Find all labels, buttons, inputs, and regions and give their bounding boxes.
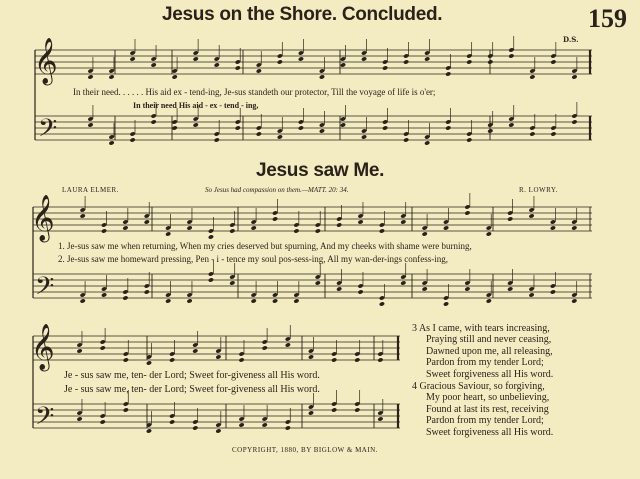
stanza-3-line: Dawned upon me, all releasing, bbox=[426, 345, 553, 357]
hymn1-staff-1-note bbox=[298, 125, 304, 130]
stanza-3-line: Sweet forgiveness all His word. bbox=[426, 368, 554, 380]
hymn1-staff-1-note bbox=[151, 119, 157, 124]
hymn1-staff-0-note bbox=[508, 53, 514, 58]
hymn2-staff-0-note bbox=[336, 222, 342, 227]
hymn1-staff-0-note bbox=[466, 59, 472, 64]
stanza-4-line: Pardon from my tender Lord; bbox=[426, 415, 544, 427]
hymn2b-staff-1-note bbox=[262, 422, 268, 427]
hymn2-refrain2: Je - sus saw me, ten- der Lord; Sweet for-giveness all His word. bbox=[64, 384, 320, 395]
hymn2-staff-1-note bbox=[165, 298, 171, 303]
hymn1-staff-1-note bbox=[571, 119, 577, 124]
hymn2b-staff-0-note bbox=[308, 354, 314, 359]
hymn2b-staff-0-note bbox=[169, 357, 175, 362]
hymn1-staff-0-note bbox=[130, 56, 136, 61]
hymn2b-staff-0-note bbox=[76, 348, 82, 353]
hymn2b-staff-1-note bbox=[354, 407, 360, 412]
hymn1-staff-0-note bbox=[445, 71, 451, 76]
hymn1-staff-0-note bbox=[319, 74, 325, 79]
ds-mark: D.S. bbox=[563, 35, 579, 44]
hymn2-staff-0-note bbox=[422, 231, 428, 236]
hymn2b-staff-1-note bbox=[308, 410, 314, 415]
hymn1-staff-1-note bbox=[108, 140, 114, 145]
hymn2-staff-0-note bbox=[486, 231, 492, 236]
hymn2-staff-0-note bbox=[528, 213, 534, 218]
hymn2-staff-1-note bbox=[186, 298, 192, 303]
treble-clef-icon: 𝄞 bbox=[31, 195, 55, 241]
page-number: 159 bbox=[588, 4, 627, 33]
hymn2b-staff-1-note bbox=[169, 419, 175, 424]
hymn2-verse2: 2. Je-sus saw me homeward pressing, Pen - i - tence my soul pos-sess-ing, All my wan-der-ings confess-ing, bbox=[58, 254, 449, 264]
hymn1-staff-1-note bbox=[130, 137, 136, 142]
hymn2-title: Jesus saw Me. bbox=[256, 160, 385, 181]
hymn2b-staff-1-note bbox=[100, 419, 106, 424]
hymn1-staff-0-note bbox=[172, 74, 178, 79]
hymn2-staff-1-note bbox=[379, 301, 385, 306]
hymn1-staff-0-note bbox=[550, 59, 556, 64]
hymn2-author: LAURA ELMER. bbox=[62, 186, 119, 194]
stanza-4-line: 4 Gracious Saviour, so forgiving, bbox=[412, 381, 545, 392]
hymn2-composer: R. LOWRY. bbox=[519, 186, 558, 194]
hymn2-staff-0-note bbox=[550, 225, 556, 230]
hymn1-staff-1-note bbox=[550, 131, 556, 136]
treble-clef-icon: 𝄞 bbox=[31, 324, 55, 370]
hymn1-staff-0-note bbox=[571, 74, 577, 79]
stanza-3-line: 3 As I came, with tears increasing, bbox=[412, 323, 550, 334]
hymn2b-staff-0-note bbox=[146, 360, 152, 365]
hymn2-staff-1-note bbox=[144, 289, 150, 294]
hymn2-verse1: 1. Je-sus saw me when returning, When my cries deserved but spurning, And my cheeks with shame were burning, bbox=[58, 241, 472, 251]
stanza-3-line: Praying still and never ceasing, bbox=[426, 334, 552, 346]
hymn1-staff-1-note bbox=[403, 137, 409, 142]
hymn1-staff-0-note bbox=[298, 56, 304, 61]
hymn2b-staff-1-note bbox=[285, 425, 291, 430]
hymn1-staff-1-note bbox=[508, 122, 514, 127]
hymn2-staff-1-note bbox=[229, 280, 235, 285]
hymn1-staff-0-note bbox=[403, 59, 409, 64]
hymn1-staff-0-note bbox=[256, 68, 262, 73]
hymn2-staff-1-note bbox=[571, 298, 577, 303]
hymn1-staff-1-note bbox=[319, 128, 325, 133]
hymn1-staff-1-note bbox=[487, 128, 493, 133]
hymn1-staff-1-note bbox=[424, 140, 430, 145]
hymn1-staff-0-note bbox=[193, 56, 199, 61]
hymn2-staff-1-note bbox=[251, 298, 257, 303]
hymn2b-staff-1-note bbox=[146, 428, 152, 433]
hymn2-staff-1-note bbox=[550, 289, 556, 294]
hymn1-staff-1-note bbox=[445, 125, 451, 130]
hymn2-staff-1-note bbox=[208, 277, 214, 282]
hymn2b-staff-1-note bbox=[238, 422, 244, 427]
hymn1-staff-1-note bbox=[235, 125, 241, 130]
hymn2-staff-0-note bbox=[464, 210, 470, 215]
hymn2-staff-1-note bbox=[336, 286, 342, 291]
hymn1-staff-1-note bbox=[193, 122, 199, 127]
hymn1-staff-1-note bbox=[466, 137, 472, 142]
hymn2-staff-1-note bbox=[464, 286, 470, 291]
hymn2-staff-0-note bbox=[379, 228, 385, 233]
copyright: COPYRIGHT, 1880, BY BIGLOW & MAIN. bbox=[232, 446, 378, 454]
hymn1-staff-1-note bbox=[256, 131, 262, 136]
hymn1-staff-1-note bbox=[172, 125, 178, 130]
hymn1-staff-0-note bbox=[151, 62, 157, 67]
hymn2-staff-0-note bbox=[186, 225, 192, 230]
bass-clef-icon: 𝄢 bbox=[35, 272, 55, 307]
hymn2-staff-1-note bbox=[122, 295, 128, 300]
hymn2b-staff-1-note bbox=[192, 425, 198, 430]
hymn2-refrain1: Je - sus saw me, ten- der Lord; Sweet for-giveness all His word. bbox=[64, 370, 320, 381]
treble-clef-icon: 𝄞 bbox=[34, 38, 58, 84]
hymn2-staff-1-note bbox=[486, 298, 492, 303]
hymn1-staff-0-note bbox=[529, 74, 535, 79]
hymn1-staff-0-note bbox=[424, 56, 430, 61]
hymn1-staff-1-note bbox=[361, 134, 367, 139]
hymn2b-staff-1-note bbox=[76, 416, 82, 421]
hymn1-staff-0-note bbox=[487, 59, 493, 64]
bass-clef-icon: 𝄢 bbox=[35, 402, 55, 437]
hymn2-staff-1-note bbox=[101, 292, 107, 297]
hymn2-staff-1-note bbox=[293, 298, 299, 303]
hymn1-staff-0-note bbox=[87, 74, 93, 79]
hymn2-staff-0-note bbox=[357, 219, 363, 224]
hymn2-staff-1-note bbox=[422, 286, 428, 291]
hymn2-staff-0-note bbox=[208, 234, 214, 239]
hymn1-staff-1-note bbox=[529, 131, 535, 136]
hymn1-lyrics-soprano: In their need. . . . . . His aid ex - tend-ing, Je-sus standeth our protector, Till the voyage of life is o'er; bbox=[73, 87, 436, 97]
hymn1-staff-1-note bbox=[340, 122, 346, 127]
hymn2-scripture: So Jesus had compassion on them.—MATT. 20: 34. bbox=[205, 186, 349, 194]
hymn2-staff-1-note bbox=[528, 292, 534, 297]
hymn2b-staff-0-note bbox=[238, 357, 244, 362]
hymn1-staff-0-note bbox=[361, 56, 367, 61]
hymn2-staff-0-note bbox=[272, 216, 278, 221]
hymn2b-staff-1-note bbox=[123, 407, 129, 412]
hymn2b-staff-0-note bbox=[354, 357, 360, 362]
hymn2b-staff-0-note bbox=[262, 345, 268, 350]
hymn2-staff-1-note bbox=[272, 298, 278, 303]
hymn2-staff-1-note bbox=[315, 280, 321, 285]
hymn2-staff-1-note bbox=[80, 298, 86, 303]
hymn2-staff-0-note bbox=[443, 225, 449, 230]
hymn1-staff-0-note bbox=[382, 65, 388, 70]
hymn2-staff-0-note bbox=[122, 225, 128, 230]
hymn1-staff-0-note bbox=[277, 59, 283, 64]
hymn2b-staff-1-note bbox=[215, 428, 221, 433]
hymn1-staff-0-note bbox=[340, 62, 346, 67]
stanza-3-line: Pardon from my tender Lord; bbox=[426, 357, 544, 369]
stanza-4 bbox=[412, 381, 553, 438]
hymn2-staff-0-note bbox=[101, 228, 107, 233]
hymn2-staff-1-note bbox=[443, 301, 449, 306]
hymn2b-staff-0-note bbox=[215, 354, 221, 359]
stanza-4-line: Sweet forgiveness all His word. bbox=[426, 426, 554, 438]
hymn1-title: Jesus on the Shore. Concluded. bbox=[162, 4, 443, 25]
hymn1-staff-1-note bbox=[277, 134, 283, 139]
hymn2-staff-0-note bbox=[251, 225, 257, 230]
stanza-3 bbox=[412, 323, 553, 380]
hymn2b-staff-1-note bbox=[331, 407, 337, 412]
hymn2b-staff-1-note bbox=[377, 416, 383, 421]
hymn2b-staff-0-note bbox=[192, 348, 198, 353]
stanza-4-line: My poor heart, so unbelieving, bbox=[426, 392, 550, 404]
hymn2-staff-0-note bbox=[165, 231, 171, 236]
hymn1-staff-0-note bbox=[108, 74, 114, 79]
hymn1-staff-1-note bbox=[214, 137, 220, 142]
hymn2b-staff-0-note bbox=[331, 357, 337, 362]
bass-clef-icon: 𝄢 bbox=[38, 114, 58, 149]
hymn1-staff-0-note bbox=[214, 62, 220, 67]
hymn2-staff-1-note bbox=[507, 286, 513, 291]
hymn2b-staff-0-note bbox=[123, 357, 129, 362]
hymn2b-staff-0-note bbox=[285, 342, 291, 347]
hymn2-staff-0-note bbox=[293, 228, 299, 233]
hymn1-staff-0-note bbox=[235, 65, 241, 70]
hymn2-staff-0-note bbox=[507, 216, 513, 221]
hymn1-lyrics-bass: In their need His aid - ex - tend - ing, bbox=[133, 101, 259, 110]
hymn2-staff-0-note bbox=[144, 219, 150, 224]
hymn2-staff-0-note bbox=[400, 219, 406, 224]
hymn2b-staff-0-note bbox=[100, 345, 106, 350]
hymn2-staff-1-note bbox=[357, 289, 363, 294]
hymn2-staff-0-note bbox=[80, 213, 86, 218]
hymn2-staff-0-note bbox=[229, 228, 235, 233]
hymn2b-staff-0-note bbox=[377, 357, 383, 362]
hymn2-staff-0-note bbox=[315, 228, 321, 233]
hymn2-staff-0-note bbox=[571, 225, 577, 230]
hymn1-staff-1-note bbox=[87, 122, 93, 127]
hymn2-staff-1-note bbox=[400, 280, 406, 285]
stanza-4-line: Found at last its rest, receiving bbox=[426, 403, 549, 415]
hymn1-staff-1-note bbox=[382, 125, 388, 130]
